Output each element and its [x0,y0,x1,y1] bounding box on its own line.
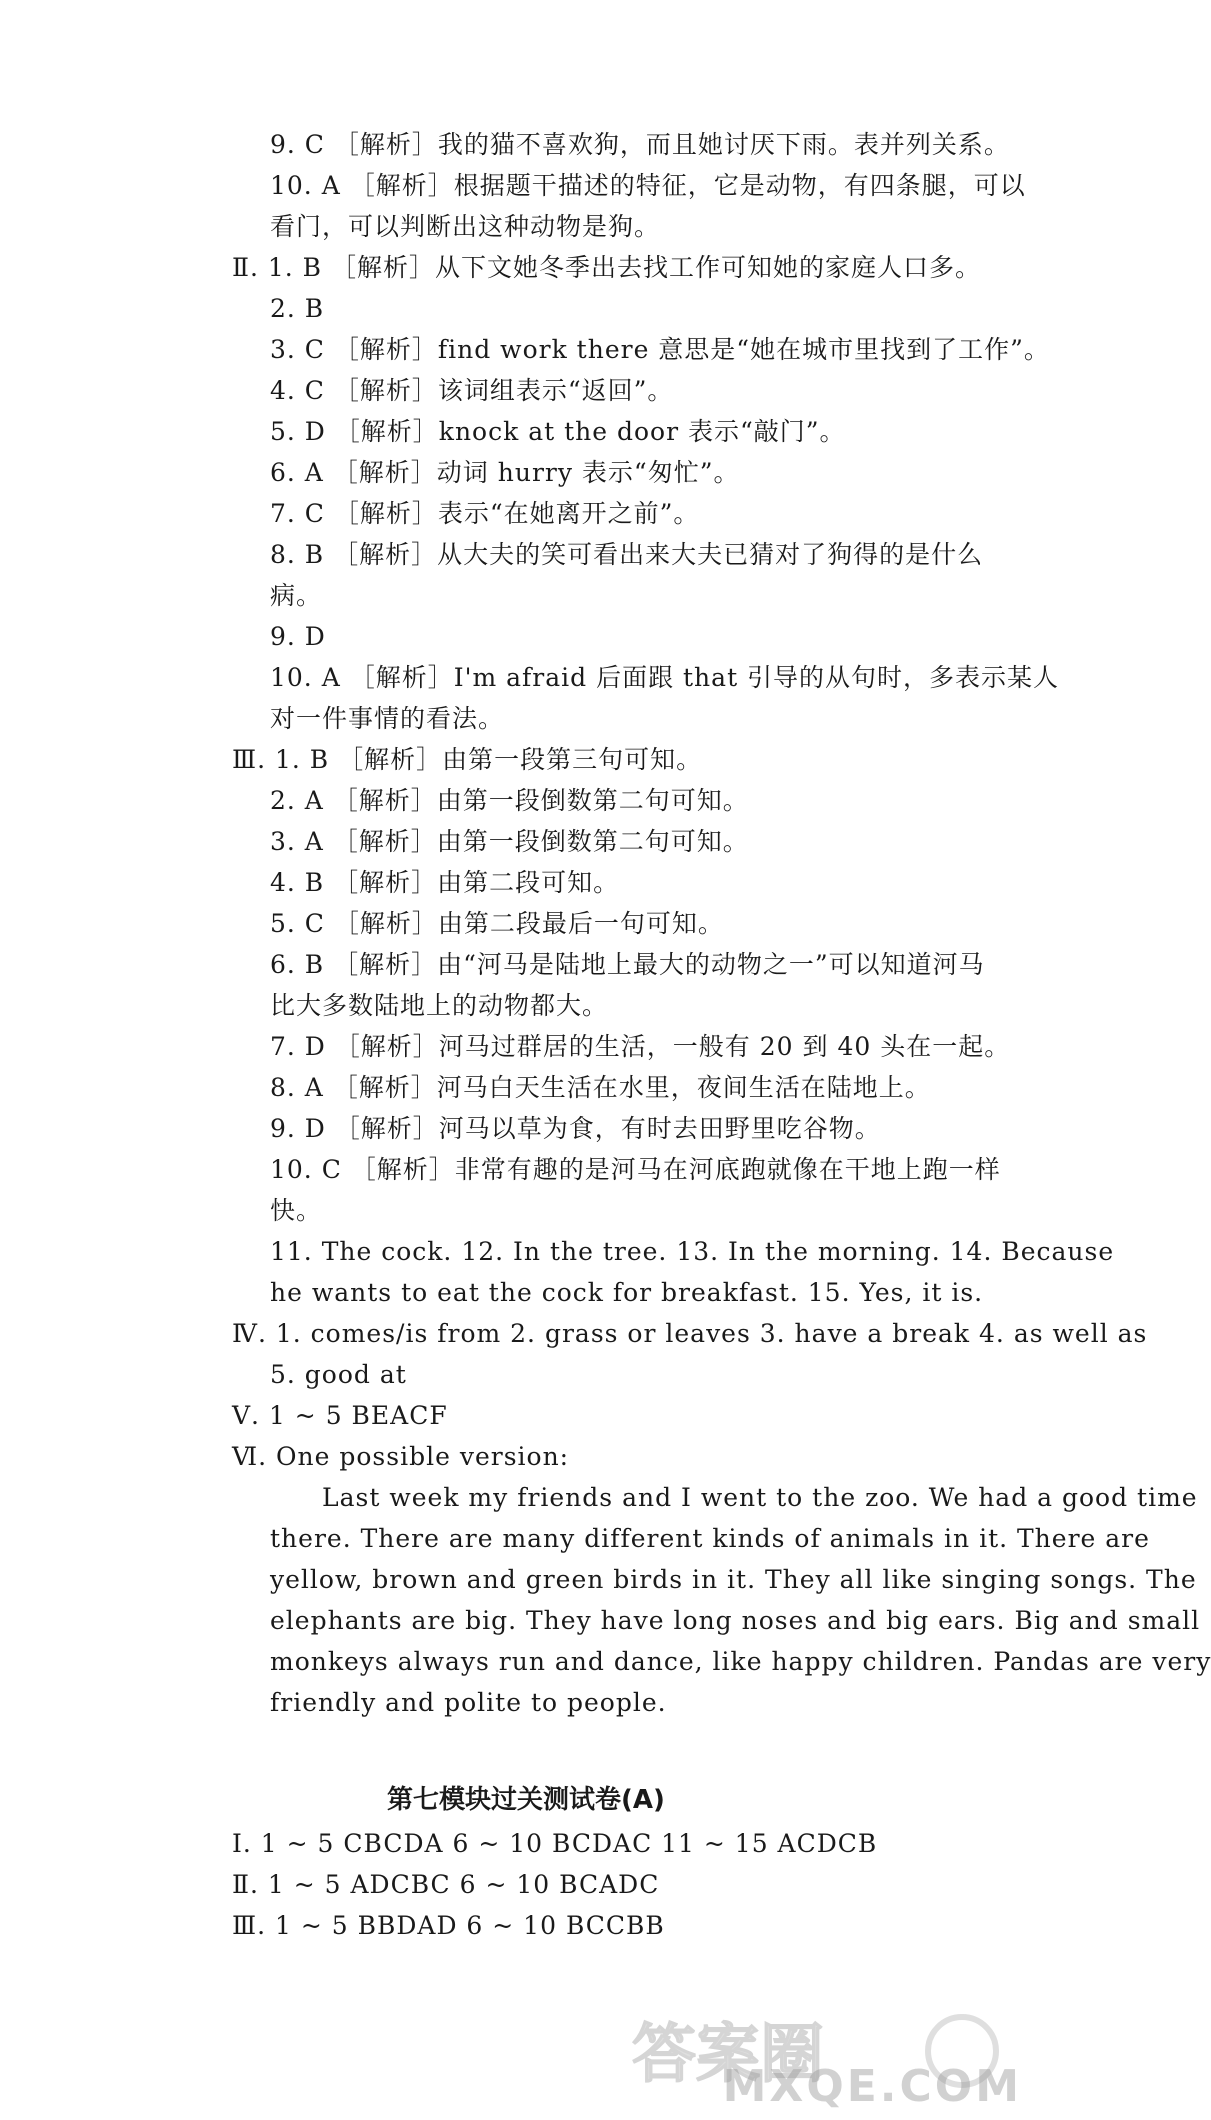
answer-line: 看门，可以判断出这种动物是狗。 [270,212,661,241]
section-line: Ⅲ. 1. B ［解析］由第一段第三句可知。 [232,745,703,774]
answer-line: 5. C ［解析］由第二段最后一句可知。 [270,909,724,938]
section-line: Ⅵ. One possible version: [232,1442,570,1471]
answer-line: 7. D ［解析］河马过群居的生活，一般有 20 到 40 头在一起。 [270,1032,1011,1061]
essay-line: Last week my friends and I went to the zoo. We had a good time [322,1483,1198,1512]
essay-line: elephants are big. They have long noses and big ears. Big and small [270,1606,1201,1635]
answer-line: he wants to eat the cock for breakfast. 15. Yes, it is. [270,1278,984,1307]
answer-line: 8. B ［解析］从大夫的笑可看出来大夫已猜对了狗得的是什么 [270,540,984,569]
answer-line: 4. C ［解析］该词组表示“返回”。 [270,376,674,405]
answer-line: 对一件事情的看法。 [270,704,505,733]
answer-line: 5. D ［解析］knock at the door 表示“敲门”。 [270,417,846,446]
essay-line: there. There are many different kinds of animals in it. There are [270,1524,1150,1553]
answer-line: 5. good at [270,1360,407,1389]
watermark-site: MXQE.COM [722,2061,1022,2112]
answer-line: 10. C ［解析］非常有趣的是河马在河底跑就像在干地上跑一样 [270,1155,1001,1184]
section-line: Ⅱ. 1. B ［解析］从下文她冬季出去找工作可知她的家庭人口多。 [232,253,982,282]
answer-line: 3. A ［解析］由第一段倒数第二句可知。 [270,827,749,856]
essay-line: monkeys always run and dance, like happy children. Pandas are very [270,1647,1211,1676]
answer-line: 4. B ［解析］由第二段可知。 [270,868,620,897]
answer-line: 病。 [270,581,323,610]
section-line: Ⅳ. 1. comes/is from 2. grass or leaves 3. have a break 4. as well as [232,1319,1148,1348]
answer-line: 10. A ［解析］I'm afraid 后面跟 that 引导的从句时，多表示某人 [270,663,1060,692]
section-line: Ⅴ. 1 ~ 5 BEACF [232,1401,448,1430]
answer-line: 9. D ［解析］河马以草为食，有时去田野里吃谷物。 [270,1114,881,1143]
answer-line: 3. C ［解析］find work there 意思是“她在城市里找到了工作”。 [270,335,1050,364]
essay-line: yellow, brown and green birds in it. They all like singing songs. The [270,1565,1197,1594]
answer-key-line: Ⅰ. 1 ~ 5 CBCDA 6 ~ 10 BCDAC 11 ~ 15 ACDCB [232,1829,878,1858]
answer-line: 11. The cock. 12. In the tree. 13. In the morning. 14. Because [270,1237,1115,1266]
watermark-glyphs: 答案圈 [632,2018,824,2092]
answer-line: 2. B [270,294,325,323]
answer-line: 快。 [270,1196,323,1225]
answer-line: 比大多数陆地上的动物都大。 [270,991,609,1020]
essay-line: friendly and polite to people. [270,1688,667,1717]
section-heading: 第七模块过关测试卷(A) [387,1785,665,1815]
answer-line: 10. A ［解析］根据题干描述的特征，它是动物，有四条腿，可以 [270,171,1026,200]
answer-line: 9. D [270,622,326,651]
answer-line: 6. B ［解析］由“河马是陆地上最大的动物之一”可以知道河马 [270,950,985,979]
answer-line: 8. A ［解析］河马白天生活在水里，夜间生活在陆地上。 [270,1073,931,1102]
answer-line: 7. C ［解析］表示“在她离开之前”。 [270,499,700,528]
answer-key-line: Ⅲ. 1 ~ 5 BBDAD 6 ~ 10 BCCBB [232,1911,665,1940]
answer-line: 9. C ［解析］我的猫不喜欢狗，而且她讨厌下雨。表并列关系。 [270,130,1010,159]
answer-line: 2. A ［解析］由第一段倒数第二句可知。 [270,786,749,815]
answer-line: 6. A ［解析］动词 hurry 表示“匆忙”。 [270,458,740,487]
answer-key-line: Ⅱ. 1 ~ 5 ADCBC 6 ~ 10 BCADC [232,1870,660,1899]
